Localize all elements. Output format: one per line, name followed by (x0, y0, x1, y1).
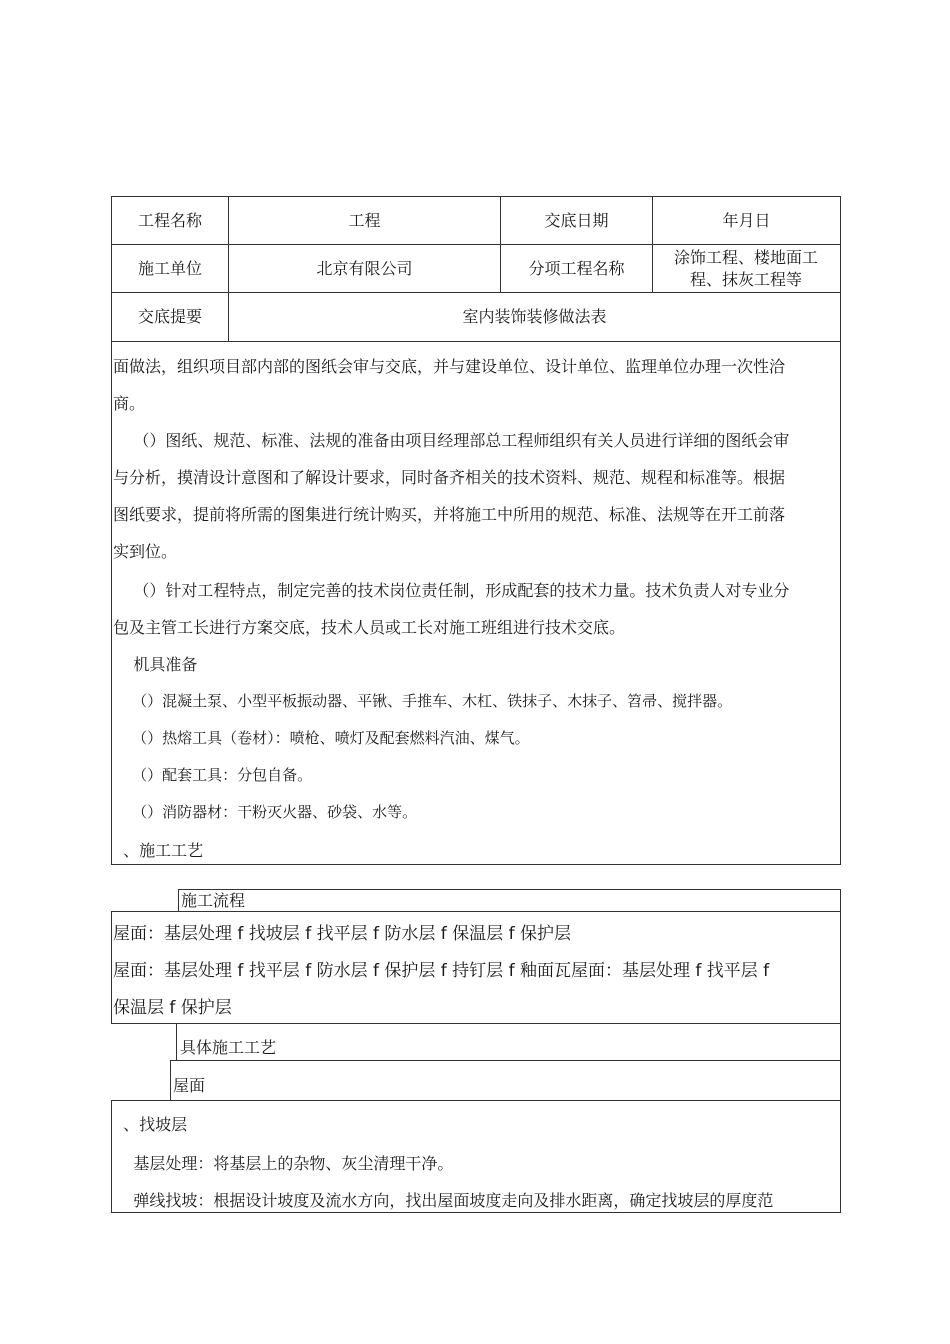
contractor-label: 施工单位 (137, 258, 202, 278)
handover-date-value: 年月日 (722, 210, 771, 230)
body-line: （）配套工具：分包自备。 (113, 766, 313, 784)
flow-line: 保温层 f 保护层 (113, 998, 232, 1018)
flow-line: 屋面：基层处理 f 找平层 f 防水层 f 保护层 f 持钉层 f 釉面瓦屋面：基层处理 f 找平层 f (113, 961, 770, 981)
handover-date-label: 交底日期 (544, 210, 609, 230)
body-line: （）针对工程特点，制定完善的技术岗位责任制，形成配套的技术力量。技术负责人对专业分 (113, 581, 790, 600)
body-line: 机具准备 (113, 655, 198, 674)
flow-title-box (178, 889, 841, 912)
roof-title-box (170, 1060, 841, 1101)
detail-title: 具体施工工艺 (180, 1038, 277, 1057)
body-line: 、施工工艺 (113, 841, 204, 860)
summary-label: 交底提要 (137, 307, 202, 326)
body-line: 实到位。 (113, 542, 178, 561)
body-line: 商。 (113, 394, 146, 413)
contractor-value: 北京有限公司 (316, 258, 413, 278)
body-line: （）热熔工具（卷材）：喷枪、喷灯及配套燃料汽油、煤气。 (113, 729, 530, 747)
project-name-value: 工程 (348, 210, 381, 230)
sub-project-label: 分项工程名称 (528, 258, 625, 278)
section3-line: 基层处理：将基层上的杂物、灰尘清理干净。 (113, 1154, 454, 1173)
body-line: 图纸要求，提前将所需的图集进行统计购买，并将施工中所用的规范、标准、法规等在开工前落 (113, 505, 786, 524)
roof-title: 屋面 (173, 1076, 206, 1095)
sub-project-value: 涂饰工程、楼地面工程、抹灰工程等 (673, 247, 818, 289)
summary-value: 室内装饰装修做法表 (462, 307, 607, 326)
body-line: （）消防器材：干粉灭火器、砂袋、水等。 (113, 803, 418, 821)
body-line: 面做法，组织项目部内部的图纸会审与交底，并与建设单位、设计单位、监理单位办理一次性洽 (113, 357, 786, 376)
flow-line: 屋面：基层处理 f 找坡层 f 找平层 f 防水层 f 保温层 f 保护层 (113, 924, 571, 944)
body-line: 包及主管工长进行方案交底，技术人员或工长对施工班组进行技术交底。 (113, 618, 626, 637)
project-name-label: 工程名称 (137, 210, 202, 230)
body-line: （）图纸、规范、标准、法规的准备由项目经理部总工程师组织有关人员进行详细的图纸会审 (113, 431, 790, 450)
section3-line: 、找坡层 (113, 1115, 188, 1134)
body-line: 与分析，摸清设计意图和了解设计要求，同时备齐相关的技术资料、规范、规程和标准等。根据 (113, 468, 786, 487)
flow-title: 施工流程 (181, 891, 246, 910)
section3-line: 弹线找坡：根据设计坡度及流水方向，找出屋面坡度走向及排水距离，确定找坡层的厚度范 (113, 1191, 774, 1210)
body-line: （）混凝土泵、小型平板振动器、平锹、手推车、木杠、铁抹子、木抹子、笤帚、搅拌器。 (113, 692, 733, 710)
